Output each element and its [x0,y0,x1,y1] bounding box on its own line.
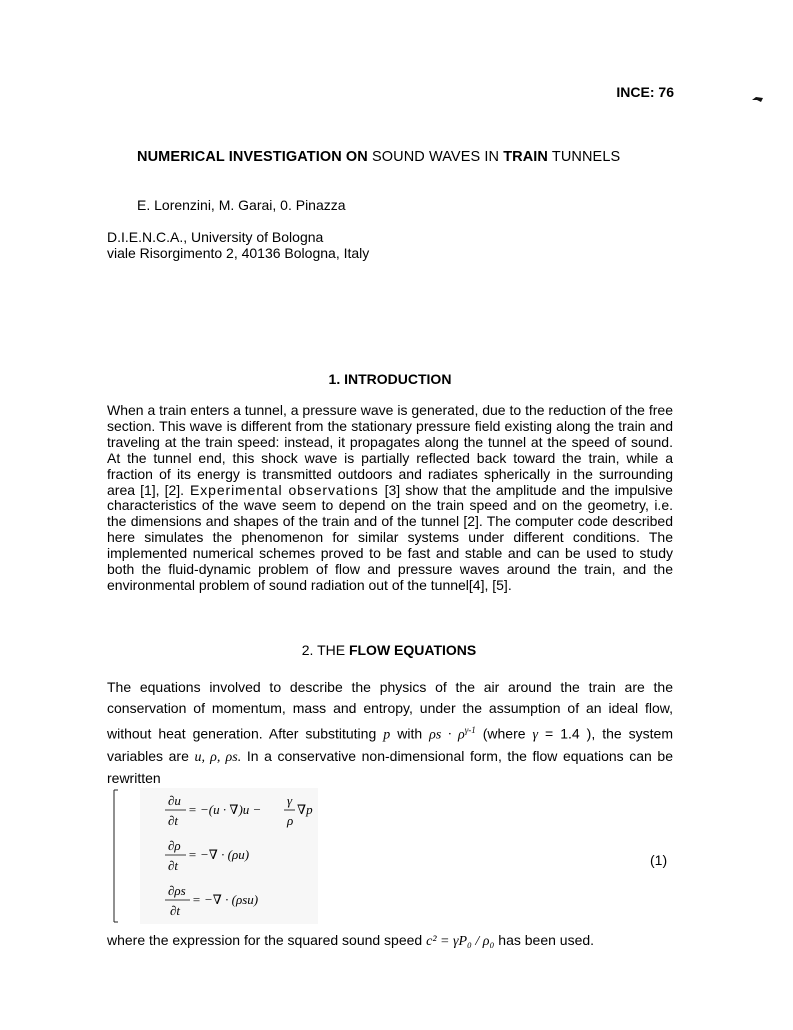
flow-equations-paragraph [107,677,673,789]
flow-text-a: The equations involved to describe the physics of the air around the train are the conservation of momentum, mass and entropy, under the assumption of an ideal flow, without heat generation. After substituting [107,679,673,742]
flow-text-d: = 1.4 ), the system variables are [107,725,673,764]
affiliation-line-2: viale Risorgimento 2, 40136 Bologna, Italy [107,245,370,261]
introduction-paragraph [107,403,673,594]
section-2-heading [0,642,778,658]
intro-citation-a: [1], [2]. [140,481,185,498]
last-text-b: has been used. [494,932,595,948]
page-id: INCE: 76 [616,84,674,100]
sound-speed-symbol: c² = γP₀ / ρ₀ [426,934,495,949]
flow-text-e: In a conservative non-dimensional form, the flow equations can be rewritten [107,747,674,786]
last-text-a: where the expression for the squared sound speed [107,932,427,948]
eq1-lhs-den: ∂t [168,813,179,828]
scan-mark [752,96,763,102]
eq2-rhs: = −∇ · (ρu) [188,847,250,862]
eq1-frac-den: ρ [287,813,294,828]
eq2-lhs-num: ∂ρ [168,838,181,853]
equation-block [110,788,320,924]
eq1-rhs: = −(u · ∇)u − [188,802,262,817]
symbol-variables: u, ρ, ρs. [194,749,242,765]
title-part-1: NUMERICAL INVESTIGATION ON [137,149,368,165]
intro-text-a: When a train enters a tunnel, a pressure wave is generated, due to the reduction of the free section. This wave is different from the stationary pressure field existing along the train and traveling at the train speed: instead, it propagates along the tunnel at the speed of sound. At the tunnel end, this shock wave is partially reflected back toward the train, while a fraction of its energy is transmitted outdoors and radiates spherically in the surrounding area [107,402,673,498]
eq3-lhs-den: ∂t [170,903,181,918]
intro-citation-c: tunnel[4], [5]. [430,576,512,593]
intro-text-b: Experimental observations [184,481,385,498]
section-1-heading: 1. INTRODUCTION [328,371,452,387]
affiliation-line-1: D.I.E.N.C.A., University of Bologna [107,229,324,245]
section-2-heading-title: FLOW EQUATIONS [348,642,477,658]
eq1-lhs-num: ∂u [168,793,181,808]
symbol-rho-s: ρs · ρ [429,727,465,743]
sound-speed-line [107,932,594,950]
flow-text-b: with [390,725,430,742]
eq1-frac-num: γ [287,793,293,808]
section-2-heading-number: 2. THE [301,642,349,658]
title-part-3: TRAIN [503,149,549,165]
eq3-lhs-num: ∂ρs [168,883,186,898]
intro-text-c: show that the amplitude and the impulsive characteristics of the wave seem to depend on the train speed and on the geometry, i.e. the dimensions and shapes of the train and of the tunnel [2]. The computer code described here simulates the phenomenon for similar systems under different conditions. The implemented numerical schemes proved to be fast and stable and can be used to study both the fluid-dynamic problem of flow and pressure waves around the train, and the environmental problem of sound radiation out of the [107,481,673,593]
eq1-end: ∇p [297,802,313,817]
authors: E. Lorenzini, M. Garai, 0. Pinazza [137,197,346,213]
eq2-lhs-den: ∂t [168,858,179,873]
affiliation [107,229,369,261]
flow-text-c: (where [475,725,533,742]
title-part-4: TUNNELS [548,149,621,165]
title-part-2: SOUND WAVES IN [367,149,504,165]
equation-number: (1) [650,852,668,868]
symbol-exponent: γ-1 [464,724,476,735]
eq3-rhs: = −∇ · (ρsu) [192,892,259,907]
symbol-gamma: γ [532,727,539,743]
paper-title [137,149,620,165]
symbol-p: p [383,727,391,743]
intro-citation-b: [3] [384,481,401,498]
